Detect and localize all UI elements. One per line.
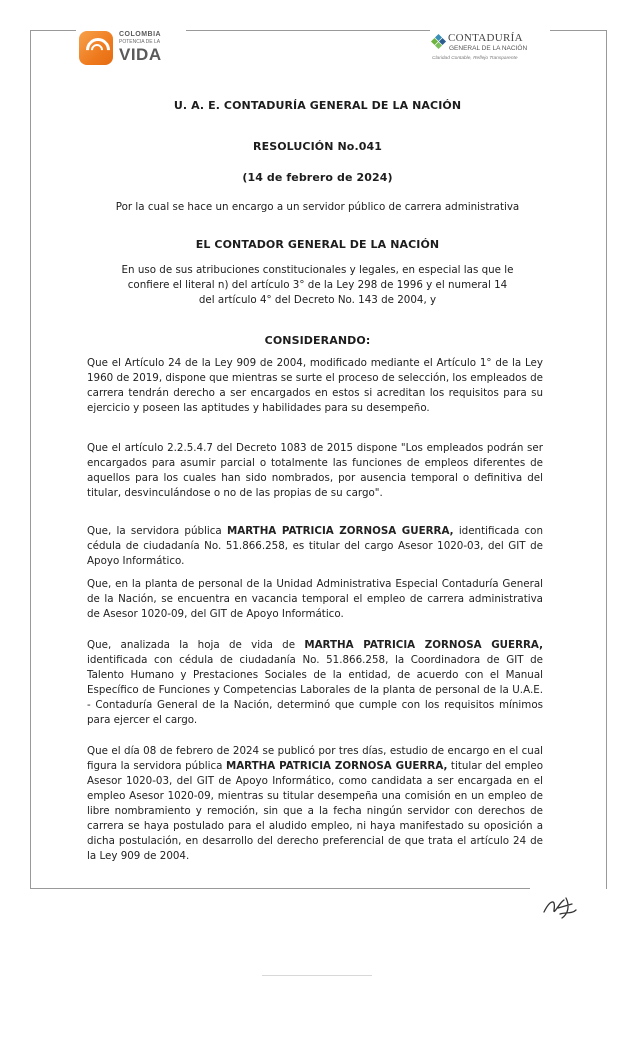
left-logo-line2: POTENCIA DE LA: [119, 39, 161, 45]
paragraph-3: [87, 524, 543, 569]
contaduria-logo: [430, 29, 550, 69]
left-logo-line1: COLOMBIA: [119, 31, 162, 38]
right-logo-line2: GENERAL DE LA NACIÓN: [449, 45, 528, 52]
paragraph-text: identificada con cédula de ciudadanía No. 51.866.258, es titular del cargo Asesor 1020-03, del GIT de Apoyo Informático.: [87, 525, 544, 567]
paragraph-text: Que, la servidora pública: [87, 525, 227, 537]
paragraph-text: titular del empleo Asesor 1020-03, del GIT de Apoyo Informático, como candidata a ser encargada en el empleo Asesor 1020-09, mientras su titular desempeña una comisión en un empleo de libre nombramiento y remoción, sin que a la fecha ningún servidor con derechos de carrera se haya postulado para el aludido empleo, ni haya manifestado su oposición a dicha postulación, en desarrollo del derecho preferencial de que trata el artículo 24 de la Ley 909 de 2004.: [87, 760, 543, 862]
left-logo-line3: VIDA: [119, 45, 162, 64]
powers-line: En uso de sus atribuciones constitucionales y legales, en especial las que le: [121, 264, 514, 276]
right-logo-tagline: Claridad Contable, Reflejo Transparente: [432, 56, 518, 61]
right-logo-line1: CONTADURÍA: [448, 32, 523, 44]
paragraph-2: Que el artículo 2.2.5.4.7 del Decreto 1083 de 2015 dispone "Los empleados podrán ser encargados para asumir parcial o totalmente las funciones de empleos diferentes de aquellos para los cuales han sido nombrados, por ausencia temporal o definitiva del titular, desvinculándose o no de las propias de su cargo".: [87, 442, 543, 499]
powers-block: [0, 263, 635, 308]
paragraph-6: [87, 744, 543, 864]
paragraph-4: Que, en la planta de personal de la Unidad Administrativa Especial Contaduría General de la Nación, se encuentra en vacancia temporal el empleo de carrera administrativa de Asesor 1020-09, del GIT de Apoyo Informático.: [87, 578, 543, 620]
servant-name: MARTHA PATRICIA ZORNOSA GUERRA,: [225, 760, 448, 772]
page-border-bottom: [30, 888, 530, 889]
letterhead: [0, 27, 635, 72]
handwritten-initials: [540, 892, 580, 922]
considering-heading: CONSIDERANDO:: [264, 334, 371, 347]
servant-name: MARTHA PATRICIA ZORNOSA GUERRA,: [226, 525, 454, 537]
colombia-potencia-de-la-vida-logo: [76, 29, 186, 69]
colombia-logo-icon: [79, 31, 113, 65]
paragraph-1: Que el Artículo 24 de la Ley 909 de 2004, modificado mediante el Artículo 1° de la Ley 1960 de 2019, dispone que mientras se surte el proceso de selección, los empleados de carrera tendrán derecho a ser encargados en estos si acreditan los requisitos para su ejercicio y poseen las aptitudes y habilidades para su desempeño.: [87, 357, 543, 414]
footer-rule: [262, 975, 372, 976]
paragraph-text: identificada con cédula de ciudadanía No. 51.866.258, la Coordinadora de GIT de Talento Humano y Prestaciones Sociales de la entidad, de acuerdo con el Manual Específico de Funciones y Competencias Laborales de la planta de personal de la U.A.E. - Contaduría General de la Nación, determinó que cumple con los requisitos mínimos para ejercer el cargo.: [87, 654, 543, 726]
powers-line: del artículo 4° del Decreto No. 143 de 2004, y: [198, 294, 437, 306]
resolution-number: RESOLUCIÓN No.041: [253, 140, 382, 153]
paragraph-5: [87, 638, 543, 728]
powers-line: confiere el literal n) del artículo 3° de la Ley 298 de 1996 y el numeral 14: [127, 279, 508, 291]
paragraph-text: Que el día 08 de febrero de 2024 se publicó por tres días, estudio de encargo en el cual figura la servidora pública: [87, 745, 543, 772]
resolution-subject: Por la cual se hace un encargo a un servidor público de carrera administrativa: [115, 201, 520, 213]
authority-title: EL CONTADOR GENERAL DE LA NACIÓN: [195, 238, 440, 251]
diamond-cluster-icon: [432, 35, 446, 49]
servant-name: MARTHA PATRICIA ZORNOSA GUERRA,: [304, 639, 544, 651]
paragraph-text: Que, analizada la hoja de vida de: [87, 639, 305, 651]
entity-title: U. A. E. CONTADURÍA GENERAL DE LA NACIÓN: [173, 99, 462, 112]
resolution-date: (14 de febrero de 2024): [242, 171, 393, 184]
